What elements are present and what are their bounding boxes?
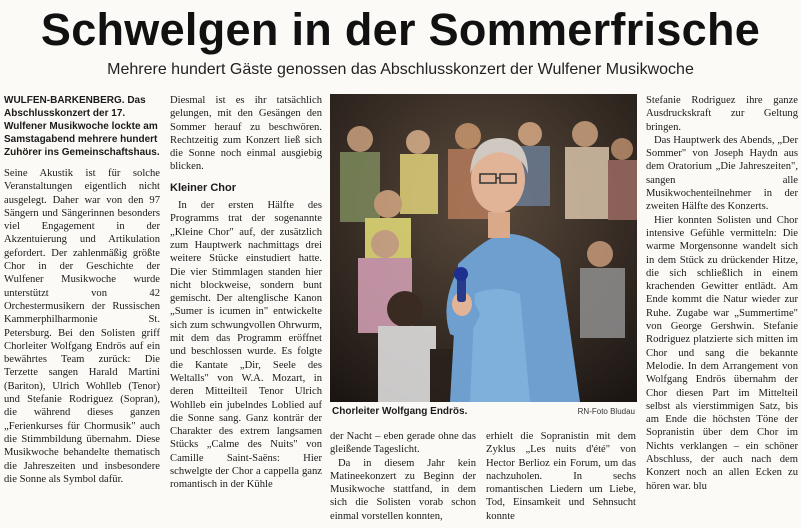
paragraph: Stefanie Rodriguez ihre ganze Ausdruckskraft zur Geltung bringen.: [646, 95, 798, 133]
photo-caption: Chorleiter Wolfgang Endrös.: [332, 406, 468, 417]
article-column-1: [4, 94, 160, 526]
paragraph: Das Hauptwerk des Abends, „Der Sommer" von Joseph Haydn aus dem Oratorium „Die Jahreszeiten", sangen alle Musikwochenteilnehmer in der zweiten Hälfte des Konzerts.: [646, 134, 798, 213]
paragraph: Diesmal ist es ihr tatsächlich gelungen, mit den Gesängen den Sommer herauf zu beschwören. Rechtzeitig zum Konzert ließ sich die Sonne noch einmal ausgiebig blicken.: [170, 95, 322, 173]
paragraph: Hier konnten Solisten und Chor intensive Gefühle vermitteln: Die warme Morgensonne wandelt sich in dem Stück zu drückender Hitze, die sich schließlich in einem krachenden Gewitter entlädt. Am Ende kommt die Natur wieder zur Ruhe. Zugabe war „Summertime" von George Gershwin. Stefanie Rodriguez platzierte sich mitten im Chor und sang die bekannte Melodie. In dem Arrangement von Wolfgang Endrös übernahm der Chor diesen Part im Mittelteil selbst als vierstimmigen Satz, bis am Ende die höchsten Töne der Sopranistin über dem Chor im Nichts verklangen – ein schöner Abschluss, der auch nach dem Konzert noch an allen Ecken zu hören war. blu: [646, 214, 798, 492]
paragraph: Da in diesem Jahr kein Matineekonzert zu Beginn der Musikwoche stattfand, in dem sich die Solisten vorab schon einmal vorstellen konnten,: [330, 457, 476, 522]
paragraph: der Nacht – eben gerade ohne das gleißende Tageslicht.: [330, 431, 476, 456]
section-subtitle: Kleiner Chor: [170, 181, 237, 194]
headline: Schwelgen in der Sommerfrische: [40, 4, 761, 55]
article-column-5: [646, 94, 798, 526]
paragraph: Seine Akustik ist für solche Veranstaltungen eigentlich nicht ausgelegt. Daher war von den 97 Sängern und Sängerinnen besonders viel Engagement in der Akzentuierung und Artikulation gefordert. Der zahlenmäßig größte Chor in der Geschichte der Wulfener Musikwoche wurde unterstützt von 42 Orchestermusikern der Russischen Kammerphilharmonie St. Petersburg. Bei den Solisten griff Chorleiter Wolfgang Endrös auf ein bewährtes Team zurück: Die Terzette sangen Harald Martini (Bariton), Ulrich Wohlleb (Tenor) und Stefanie Rodriguez (Sopran), die während dieses ganzen „Ferienkurses für Chormusik" auch die Stimmbildung übernahm. Diese Musikwoche behandelte thematisch die Jahreszeiten und insbesondere die Sonne als Symbol dafür.: [4, 168, 160, 485]
article-lead: WULFEN-BARKENBERG. Das Abschlusskonzert der 17. Wulfener Musikwoche lockte am Samstagabend mehrere hundert Zuhörer ins Gemeinschaftshaus.: [4, 95, 160, 158]
concert-photo-illustration: [330, 94, 637, 402]
article-column-2: [170, 94, 322, 526]
conductor-photo: [330, 94, 637, 402]
photo-credit: RN-Foto Bludau: [577, 407, 635, 416]
paragraph: In der ersten Hälfte des Programms trat der sogenannte „Kleine Chor" auf, der zusätzlich zum Hauptwerk nachmittags drei weitere Stücke einstudiert hatte. Die vier Stimmlagen standen hier nicht blockweise, sondern bunt gemischt. Der altenglische Kanon „Sumer is icumen in" entwickelte sich zum schwungvollen Ohrwurm, mit dem das Programm eröffnet und beschlossen wurde. Es folgte die Kantate „Dir, Seele des Weltalls" von W.A. Mozart, in deren Mitteilteil Tenor Ulrich Wohlleb ein jubelndes Loblied auf die Sonne sang. Ganz konträr der Charakter des extrem langsamen Stücks „Calme des Nuits" von Camille Saint-Saëns: Hier schwelgte der Chor a cappella ganz romantisch in der Kühle: [170, 200, 322, 491]
article-column-4: [486, 430, 636, 526]
subheadline: Mehrere hundert Gäste genossen das Abschlusskonzert der Wulfener Musikwoche: [107, 61, 694, 78]
photo-caption-bar: [330, 405, 637, 421]
article-column-3: [330, 430, 476, 526]
paragraph: erhielt die Sopranistin mit dem Zyklus „Les nuits d'été" von Hector Berlioz ein Forum, um das nachzuholen. In sechs romantischen Liedern um Liebe, Tod, Einsamkeit und Sehnsucht konnte: [486, 431, 636, 522]
